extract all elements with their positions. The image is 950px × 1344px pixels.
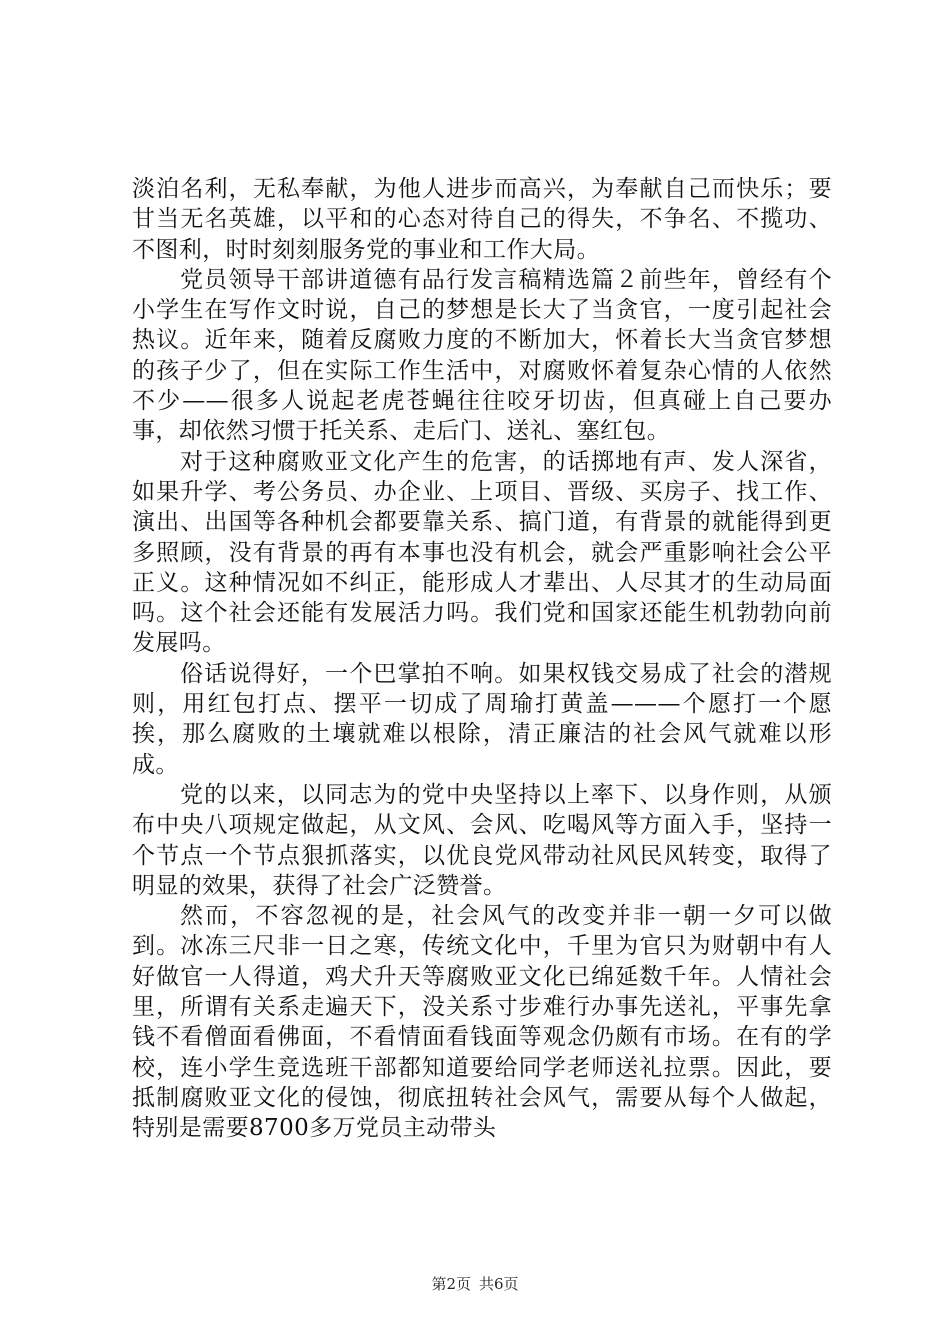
paragraph: 党员领导干部讲道德有品行发言稿精选篇２前些年，曾经有个小学生在写作文时说，自己的梦想是长大了当贪官，一度引起社会热议。近年来，随着反腐败力度的不断加大，怀着长大当贪官梦想的孩子少了，但在实际工作生活中，对腐败怀着复杂心情的人依然不少——很多人说起老虎苍蝇往往咬牙切齿，但真碰上自己要办事，却依然习惯于托关系、走后门、送礼、塞红包。	[132, 266, 832, 445]
page-footer	[0, 1273, 950, 1294]
page-number: 第2页	[431, 1275, 471, 1293]
page-total: 共6页	[479, 1275, 519, 1293]
paragraph: 俗话说得好，一个巴掌拍不响。如果权钱交易成了社会的潜规则，用红包打点、摆平一切成了周瑜打黄盖———个愿打一个愿挨，那么腐败的土壤就难以根除，清正廉洁的社会风气就难以形成。	[132, 660, 832, 778]
paragraph: 对于这种腐败亚文化产生的危害，的话掷地有声、发人深省，如果升学、考公务员、办企业、上项目、晋级、买房子、找工作、演出、出国等各种机会都要靠关系、搞门道，有背景的就能得到更多照顾，没有背景的再有本事也没有机会，就会严重影响社会公平正义。这种情况如不纠正，能形成人才辈出、人尽其才的生动局面吗。这个社会还能有发展活力吗。我们党和国家还能生机勃勃向前发展吗。	[132, 448, 832, 657]
paragraph-continuation: 淡泊名利，无私奉献，为他人进步而高兴，为奉献自己而快乐；要甘当无名英雄，以平和的心态对待自己的得失，不争名、不揽功、不图利，时时刻刻服务党的事业和工作大局。	[132, 176, 832, 263]
paragraph: 党的以来，以同志为的党中央坚持以上率下、以身作则，从颁布中央八项规定做起，从文风、会风、吃喝风等方面入手，坚持一个节点一个节点狠抓落实，以优良党风带动社风民风转变，取得了明显的效果，获得了社会广泛赞誉。	[132, 781, 832, 899]
paragraph: 然而，不容忽视的是，社会风气的改变并非一朝一夕可以做到。冰冻三尺非一日之寒，传统文化中，千里为官只为财朝中有人好做官一人得道，鸡犬升天等腐败亚文化已绵延数千年。人情社会里，所谓有关系走遍天下，没关系寸步难行办事先送礼，平事先拿钱不看僧面看佛面，不看情面看钱面等观念仍颇有市场。在有的学校，连小学生竞选班干部都知道要给同学老师送礼拉票。因此，要抵制腐败亚文化的侵蚀，彻底扭转社会风气，需要从每个人做起，特别是需要8700多万党员主动带头	[132, 903, 832, 1142]
document-body	[132, 174, 832, 1144]
